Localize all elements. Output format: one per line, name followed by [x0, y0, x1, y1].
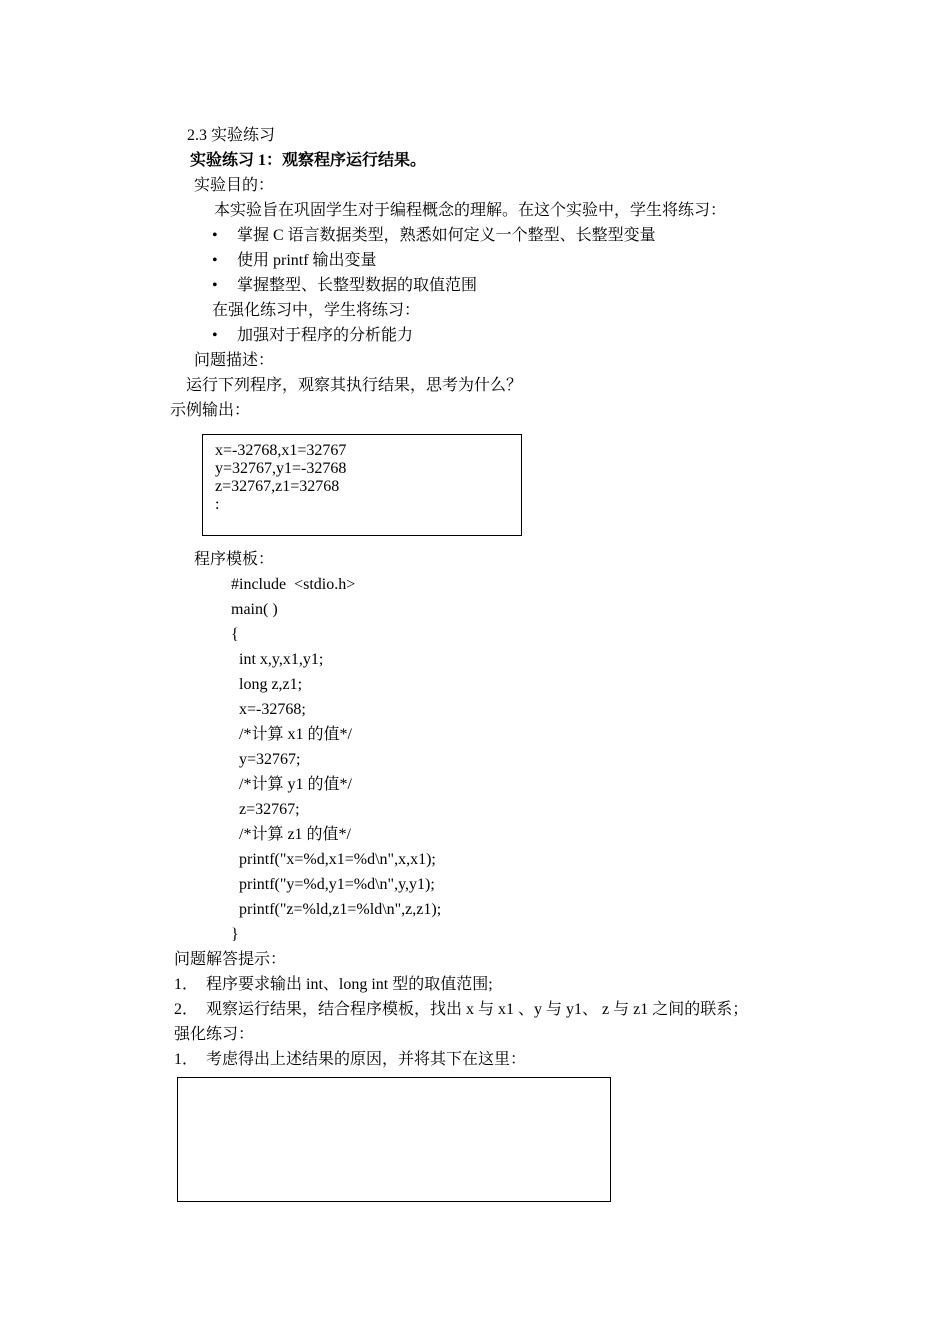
hint-item: 1． 程序要求输出 int、long int 型的取值范围;: [174, 976, 493, 993]
practice-item: 1． 考虑得出上述结果的原因，并将其下在这里：: [174, 1051, 527, 1068]
problem-label: 问题描述：: [194, 352, 275, 369]
code-line: y=32767;: [231, 751, 301, 768]
code-line: /*计算 z1 的值*/: [231, 826, 351, 843]
code-line: long z,z1;: [231, 676, 303, 693]
sample-output-line: x=-32768,x1=32767: [215, 442, 347, 459]
sample-label: 示例输出：: [170, 402, 251, 419]
purpose-text: 本实验旨在巩固学生对于编程概念的理解。在这个实验中，学生将练习：: [214, 202, 727, 219]
sample-output-line: z=32767,z1=32768: [215, 478, 340, 495]
answer-box[interactable]: [177, 1077, 611, 1202]
list-item: 加强对于程序的分析能力: [237, 327, 414, 344]
bullet-marker: •: [212, 327, 218, 344]
purpose-label: 实验目的：: [194, 177, 275, 194]
code-line: }: [231, 926, 239, 943]
sample-output-line: y=32767,y1=-32768: [215, 460, 347, 477]
code-line: main( ): [231, 601, 278, 618]
hints-label: 问题解答提示：: [174, 951, 287, 968]
list-item: 掌握整型、长整型数据的取值范围: [237, 277, 478, 294]
section-heading: 2.3 实验练习: [187, 127, 276, 144]
sample-output-box: [202, 434, 522, 536]
code-line: printf("y=%d,y1=%d\n",y,y1);: [231, 876, 435, 893]
code-line: #include <stdio.h>: [231, 576, 356, 593]
exercise-title: 实验练习 1：观察程序运行结果。: [190, 152, 427, 169]
code-line: printf("x=%d,x1=%d\n",x,x1);: [231, 851, 436, 868]
problem-text: 运行下列程序，观察其执行结果，思考为什么？: [186, 377, 523, 394]
template-label: 程序模板：: [194, 551, 275, 568]
sample-output-line: :: [215, 496, 220, 513]
reinforce-intro: 在强化练习中，学生将练习：: [212, 302, 421, 319]
code-line: z=32767;: [231, 801, 300, 818]
code-line: int x,y,x1,y1;: [231, 651, 324, 668]
bullet-marker: •: [212, 277, 218, 294]
bullet-marker: •: [212, 252, 218, 269]
code-line: /*计算 y1 的值*/: [231, 776, 352, 793]
practice-label: 强化练习：: [174, 1026, 255, 1043]
hint-item: 2． 观察运行结果，结合程序模板，找出 x 与 x1 、y 与 y1、 z 与 z1 之间的联系；: [174, 1001, 749, 1018]
bullet-marker: •: [212, 227, 218, 244]
code-line: {: [231, 626, 239, 643]
code-line: printf("z=%ld,z1=%ld\n",z,z1);: [231, 901, 442, 918]
list-item: 掌握 C 语言数据类型，熟悉如何定义一个整型、长整型变量: [237, 227, 656, 244]
list-item: 使用 printf 输出变量: [237, 252, 377, 269]
code-line: x=-32768;: [231, 701, 306, 718]
code-line: /*计算 x1 的值*/: [231, 726, 352, 743]
